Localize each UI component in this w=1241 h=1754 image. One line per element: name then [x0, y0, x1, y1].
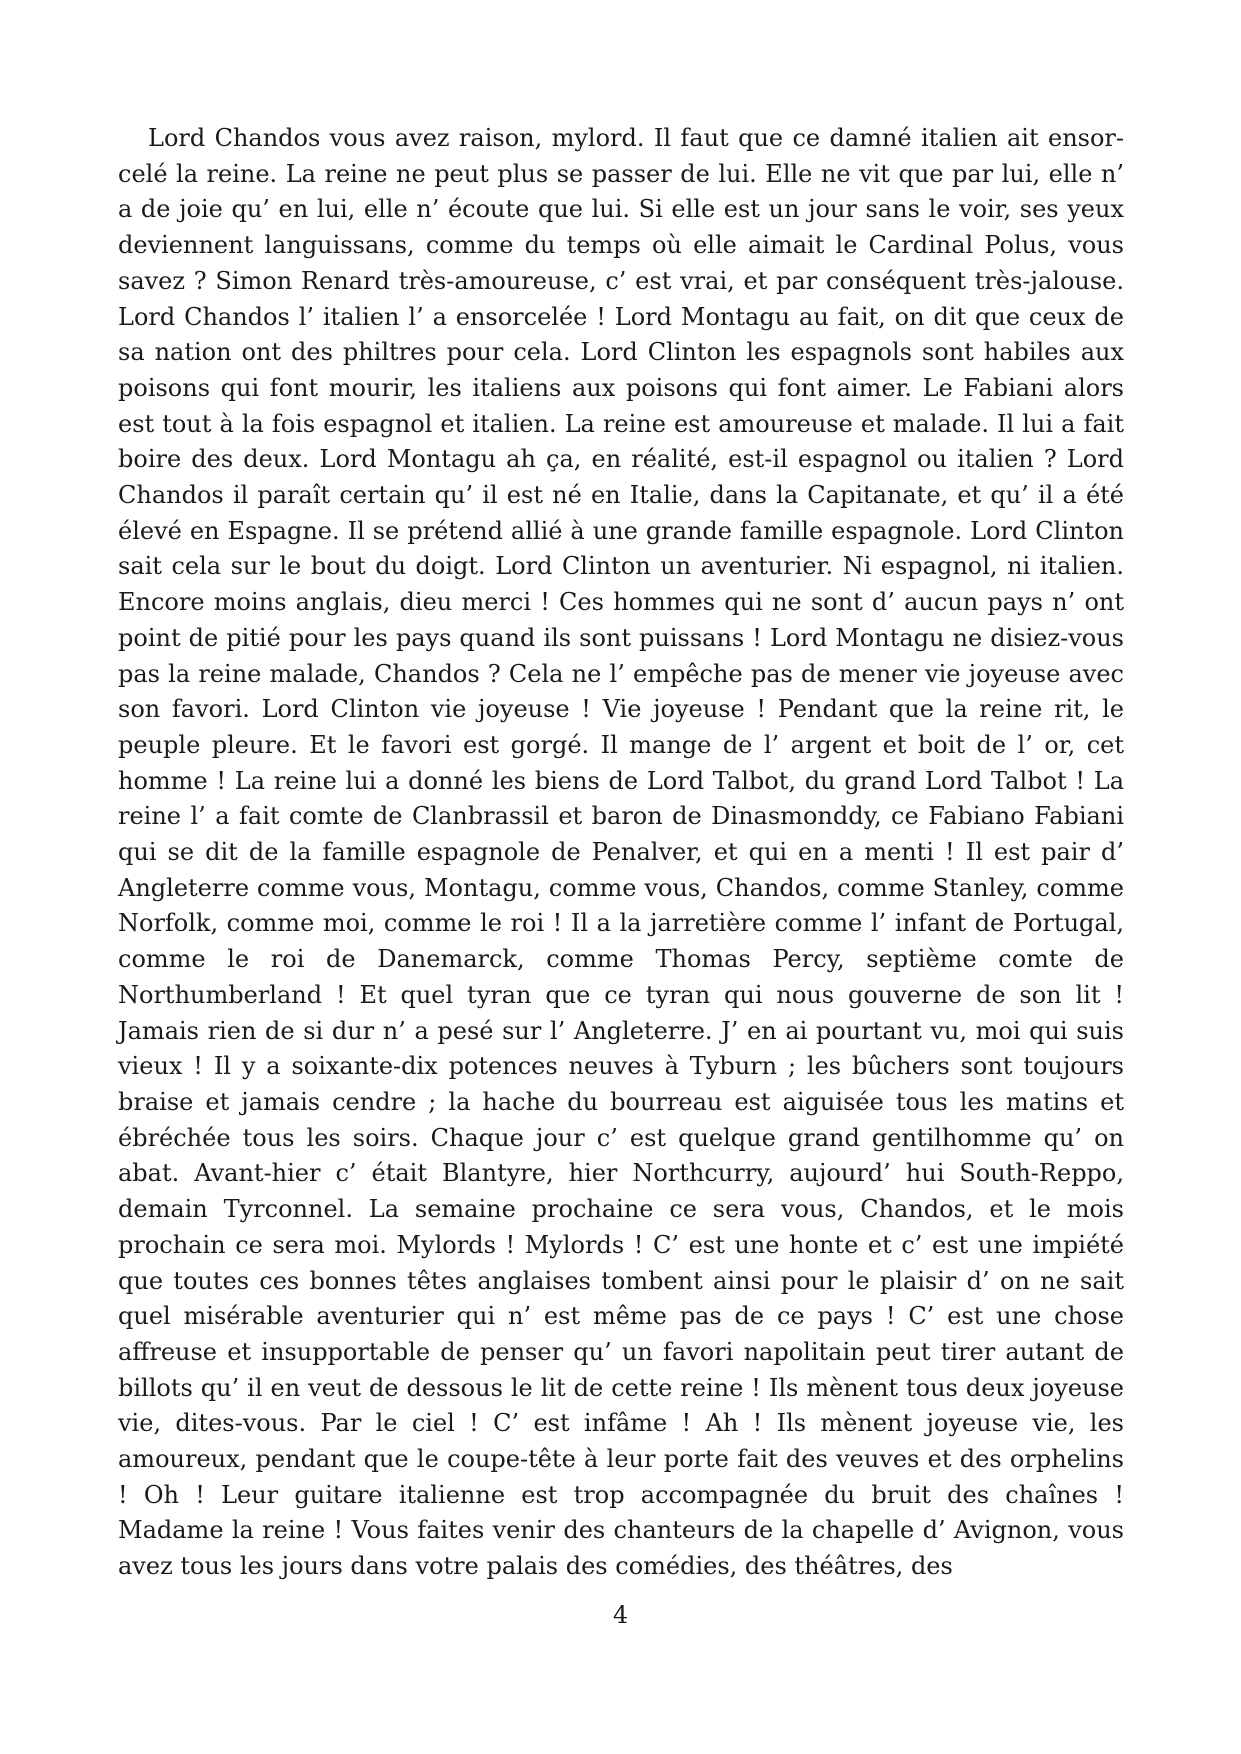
body-paragraph: Lord Chandos vous avez raison, mylord. Il faut que ce damné italien ait ensorcelé la reine. La reine ne peut plus se passer de lui. Elle ne vit que par lui, elle n’ a de joie qu’ en lui, elle n’ écoute que lui. Si elle est un jour sans le voir, ses yeux deviennent languissans, comme du temps où elle aimait le Cardinal Polus, vous savez ? Simon Renard très-amoureuse, c’ est vrai, et par conséquent très-jalouse. Lord Chandos l’ italien l’ a ensorcelée ! Lord Montagu au fait, on dit que ceux de sa nation ont des philtres pour cela. Lord Clinton les espagnols sont habiles aux poisons qui font mourir, les italiens aux poisons qui font aimer. Le Fabiani alors est tout à la fois espagnol et italien. La reine est amoureuse et malade. Il lui a fait boire des deux. Lord Montagu ah ça, en réalité, est-il espagnol ou italien ? Lord Chandos il paraît certain qu’ il est né en Italie, dans la Capitanate, et qu’ il a été élevé en Espagne. Il se prétend allié à une grande famille espagnole. Lord Clinton sait cela sur le bout du doigt. Lord Clinton un aventurier. Ni espagnol, ni italien. Encore moins anglais, dieu merci ! Ces hommes qui ne sont d’ aucun pays n’ ont point de pitié pour les pays quand ils sont puissans ! Lord Montagu ne disiez-vous pas la reine malade, Chandos ? Cela ne l’ empêche pas de mener vie joyeuse avec son favori. Lord Clinton vie joyeuse ! Vie joyeuse ! Pendant que la reine rit, le peuple pleure. Et le favori est gorgé. Il mange de l’ argent et boit de l’ or, cet homme ! La reine lui a donné les biens de Lord Talbot, du grand Lord Talbot ! La reine l’ a fait comte de Clanbrassil et baron de Dinasmonddy, ce Fabiano Fabiani qui se dit de la famille espagnole de Penalver, et qui en a menti ! Il est pair d’ Angleterre comme vous, Montagu, comme vous, Chandos, comme Stanley, comme Norfolk, comme moi, comme le roi ! Il a la jarretière comme l’ infant de Portugal, comme le roi de Danemarck, comme Thomas Percy, septième comte de Northumberland ! Et quel tyran que ce tyran qui nous gouverne de son lit ! Jamais rien de si dur n’ a pesé sur l’ Angleterre. J’ en ai pourtant vu, moi qui suis vieux ! Il y a soixante-dix potences neuves à Tyburn ; les bûchers sont toujours braise et jamais cendre ; la hache du bourreau est aiguisée tous les matins et ébréchée tous les soirs. Chaque jour c’ est quelque grand gentilhomme qu’ on abat. Avant-hier c’ était Blantyre, hier Northcurry, aujourd’ hui South-Reppo, demain Tyrconnel. La semaine prochaine ce sera vous, Chandos, et le mois prochain ce sera moi. Mylords ! Mylords ! C’ est une honte et c’ est une impiété que toutes ces bonnes têtes anglaises tombent ainsi pour le plaisir d’ on ne sait quel misérable aventurier qui n’ est même pas de ce pays ! C’ est une chose affreuse et insupportable de penser qu’ un favori napolitain peut tirer autant de billots qu’ il en veut de dessous le lit de cette reine ! Ils mènent tous deux joyeuse vie, dites-vous. Par le ciel ! C’ est infâme ! Ah ! Ils mènent joyeuse vie, les amoureux, pendant que le coupe-tête à leur porte fait des veuves et des orphelins ! Oh ! Leur guitare italienne est trop accompagnée du bruit des chaînes ! Madame la reine ! Vous faites venir des chanteurs de la chapelle d’ Avignon, vous avez tous les jours dans votre palais des comédies, des théâtres, des: [118, 124, 1124, 1581]
body-text-block: [118, 121, 1124, 1585]
page-number: 4: [612, 1601, 629, 1629]
